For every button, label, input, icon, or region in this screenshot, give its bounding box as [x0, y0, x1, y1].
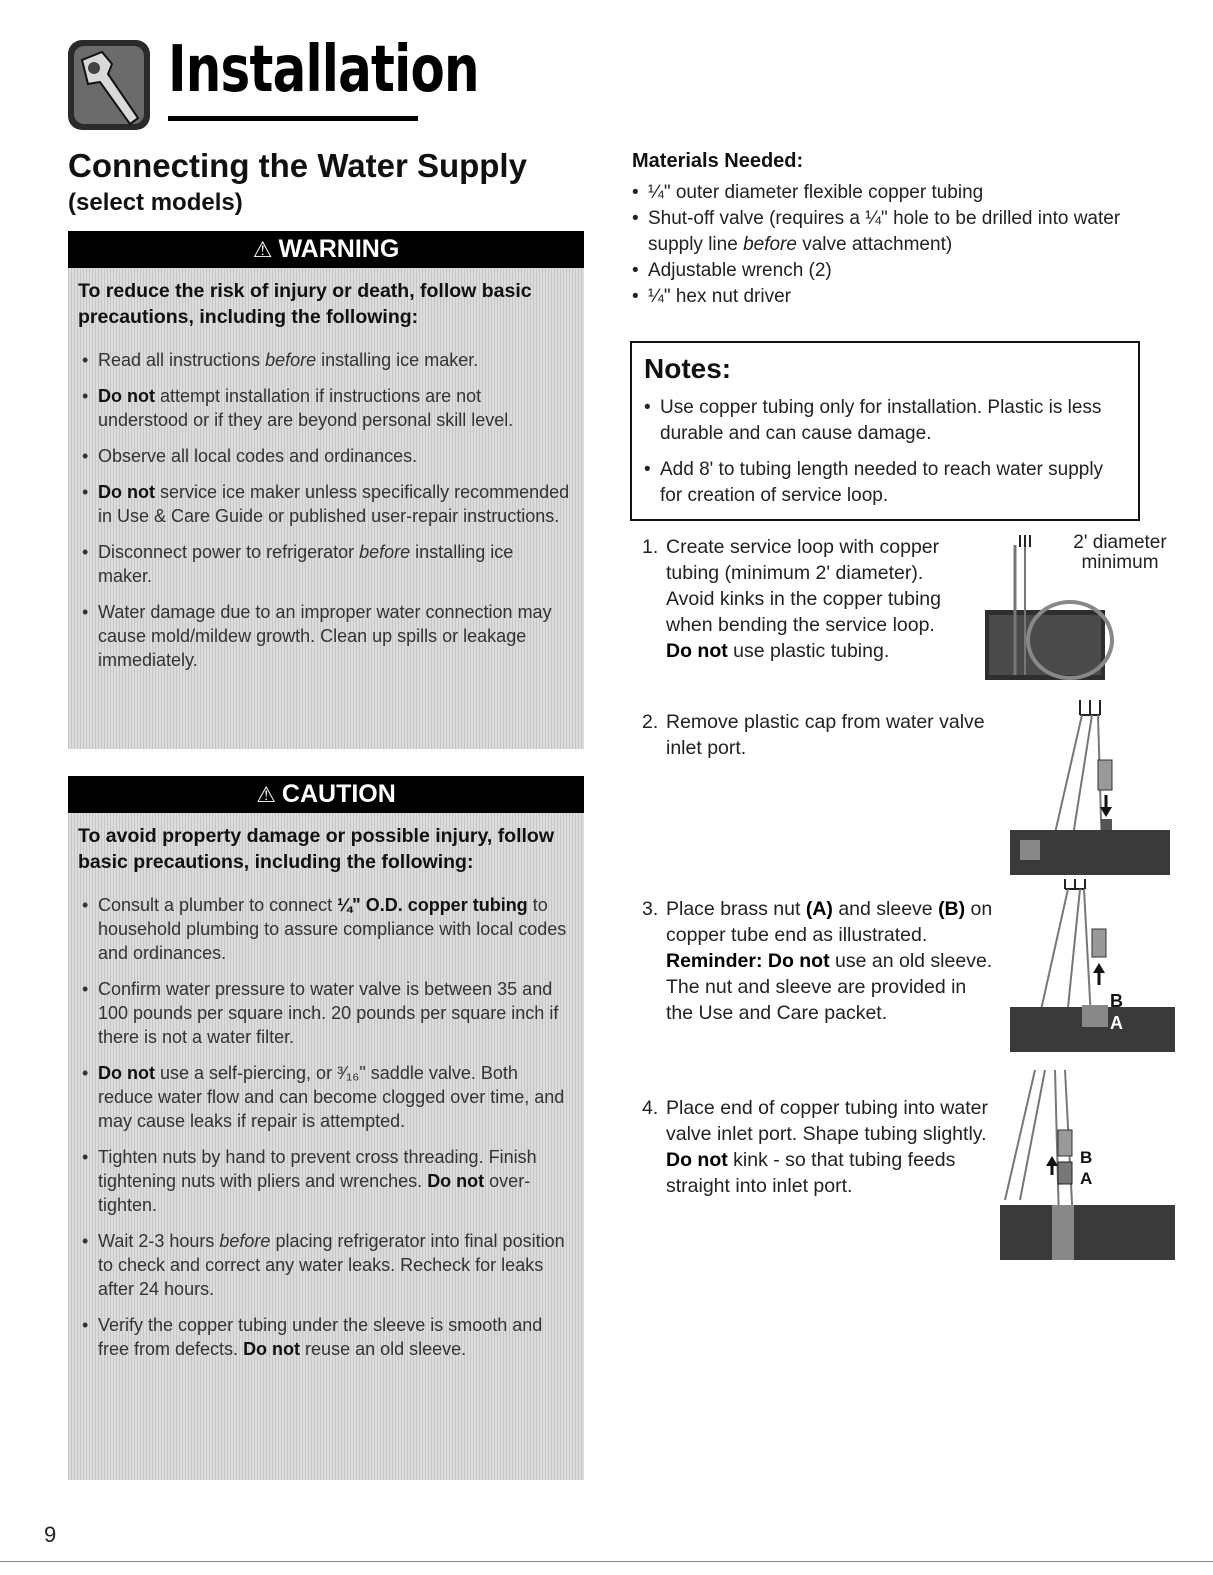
step-number: 1. — [642, 536, 659, 558]
materials-title: Materials Needed: — [632, 150, 804, 172]
materials-item: • Adjustable wrench (2) — [632, 258, 1152, 284]
caution-item: • Wait 2-3 hours before placing refrigerator into final position to check and correct any water leaks. Recheck for leaks after 24 hours. — [78, 1229, 572, 1301]
step-text: Create service loop with copper tubing (minimum 2' diameter). Avoid kinks in the copper tubing when bending the service loop. Do not use plastic tubing. — [666, 536, 941, 662]
header-rule — [168, 116, 418, 121]
warning-item: • Water damage due to an improper water connection may cause mold/mildew growth. Clean up spills or leakage immediately. — [78, 600, 572, 672]
step-4 — [642, 1095, 992, 1199]
caution-item: • Consult a plumber to connect ¼" O.D. copper tubing to household plumbing to assure compliance with local codes and ordinances. — [78, 893, 572, 965]
warning-item: • Observe all local codes and ordinances. — [78, 444, 572, 468]
notes-title: Notes: — [644, 353, 732, 384]
step-text: Place end of copper tubing into water valve inlet port. Shape tubing slightly. Do not kink - so that tubing feeds straight into inlet port. — [666, 1097, 988, 1197]
header-title: Installation — [168, 33, 479, 107]
warning-lead: To reduce the risk of injury or death, follow basic precautions, including the following: — [78, 280, 532, 328]
warning-item: • Do not service ice maker unless specifically recommended in Use & Care Guide or published user-repair instructions. — [78, 480, 572, 528]
step-text: Place brass nut (A) and sleeve (B) on copper tube end as illustrated. Reminder: Do not use an old sleeve. The nut and sleeve are provided in the Use and Care packet. — [666, 898, 993, 1024]
step-text: Remove plastic cap from water valve inlet port. — [666, 711, 985, 759]
caution-item: • Tighten nuts by hand to prevent cross threading. Finish tightening nuts with pliers and wrenches. Do not over-tighten. — [78, 1145, 572, 1217]
materials-item: • Shut-off valve (requires a ¼" hole to be drilled into water supply line before valve attachment) — [632, 206, 1152, 258]
caution-header — [68, 776, 584, 813]
step-1 — [642, 534, 952, 664]
notes-item: • Use copper tubing only for installation. Plastic is less durable and can cause damage. — [644, 395, 1126, 447]
label-a: A — [1080, 1169, 1093, 1188]
step-number: 3. — [642, 898, 659, 920]
inlet-cap-illustration — [1010, 695, 1170, 875]
step-3 — [642, 896, 994, 1026]
warning-box — [68, 231, 584, 749]
step-number: 2. — [642, 711, 659, 733]
label-b: B — [1110, 991, 1123, 1011]
warning-heading: WARNING — [278, 235, 400, 263]
wrench-icon — [68, 40, 150, 130]
caution-heading: CAUTION — [281, 780, 396, 808]
section-title: Connecting the Water Supply — [68, 147, 527, 184]
caution-item: • Do not use a self-piercing, or ³⁄₁₆" saddle valve. Both reduce water flow and can become clogged over time, and may cause leaks if repair is attempted. — [78, 1061, 572, 1133]
warning-list — [68, 348, 584, 682]
materials-item: • ¼" outer diameter flexible copper tubing — [632, 180, 1152, 206]
caution-lead: To avoid property damage or possible injury, follow basic precautions, including the following: — [78, 825, 555, 873]
warning-header — [68, 231, 584, 268]
caution-list — [68, 893, 584, 1371]
warning-item: • Disconnect power to refrigerator before installing ice maker. — [78, 540, 572, 588]
step-number: 4. — [642, 1097, 659, 1119]
section-subtitle: (select models) — [68, 189, 243, 216]
label-a: A — [1110, 1013, 1123, 1033]
service-loop-illustration — [985, 535, 1175, 690]
caution-box — [68, 776, 584, 1480]
warning-item: • Read all instructions before installing ice maker. — [78, 348, 572, 372]
tubing-insert-illustration — [1000, 1070, 1175, 1260]
notes-item: • Add 8' to tubing length needed to reach water supply for creation of service loop. — [644, 457, 1126, 509]
caution-item: • Confirm water pressure to water valve is between 35 and 100 pounds per square inch. 20 pounds per square inch if there is not a water filter. — [78, 977, 572, 1049]
warning-item: • Do not attempt installation if instructions are not understood or if they are beyond personal skill level. — [78, 384, 572, 432]
nut-sleeve-illustration — [1010, 877, 1175, 1052]
loop-diameter-label: 2' diameter minimum — [1073, 532, 1167, 573]
notes-box — [630, 341, 1140, 521]
caution-item: • Verify the copper tubing under the sleeve is smooth and free from defects. Do not reuse an old sleeve. — [78, 1313, 572, 1361]
warning-triangle-icon: ⚠ — [252, 237, 273, 262]
label-b: B — [1080, 1148, 1093, 1167]
materials-item: • ¼" hex nut driver — [632, 284, 1152, 310]
notes-list — [644, 395, 1126, 509]
page-number: 9 — [44, 1522, 57, 1547]
footer-rule — [0, 1561, 1213, 1562]
step-2 — [642, 709, 1012, 761]
warning-triangle-icon: ⚠ — [256, 782, 276, 807]
materials-list — [632, 180, 1152, 310]
